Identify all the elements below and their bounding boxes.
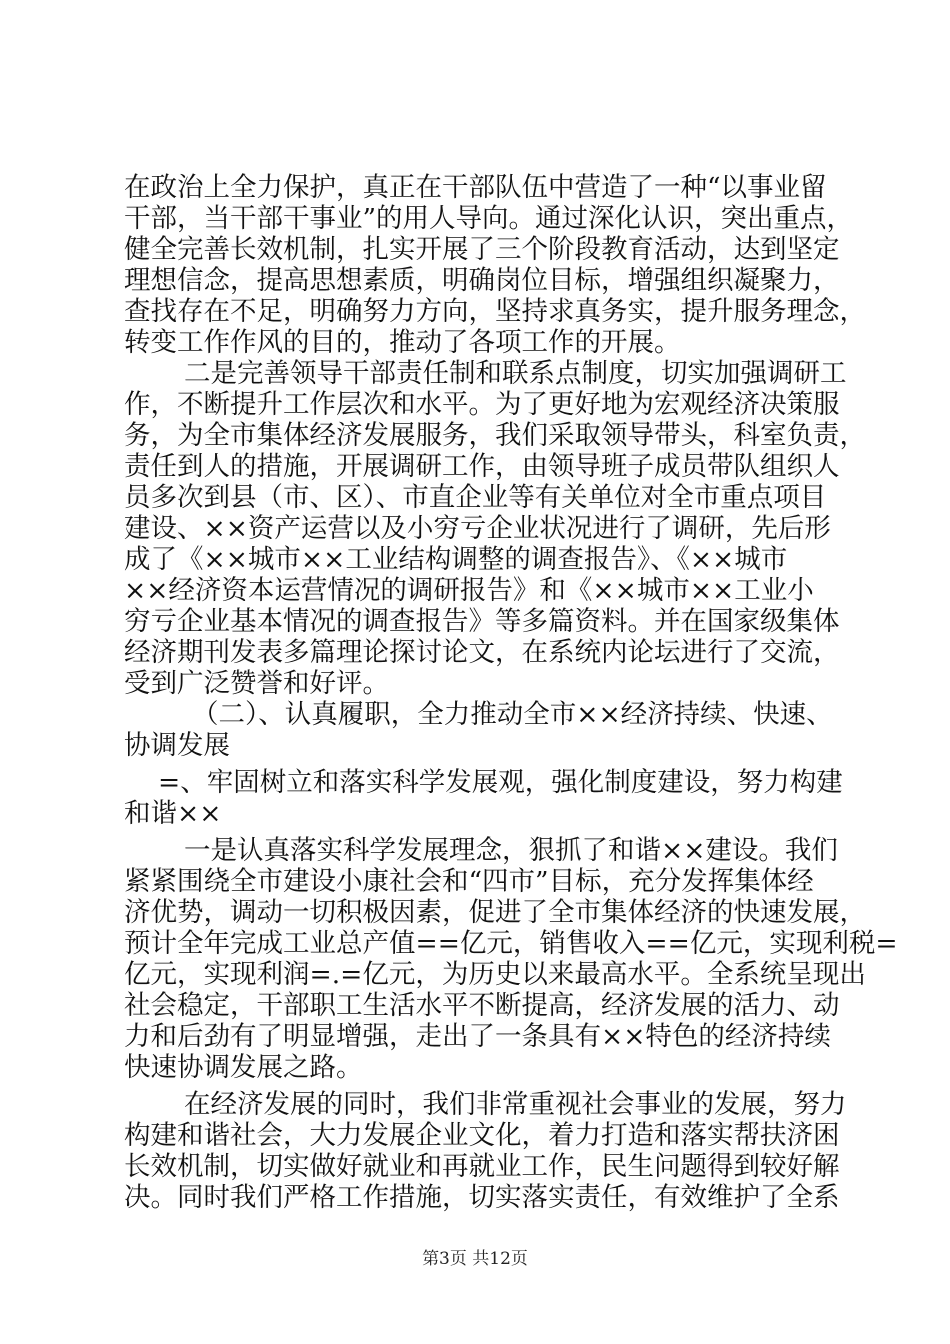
- paragraph-line: 查找存在不足，明确努力方向，坚持求真务实，提升服务理念，: [124, 296, 866, 327]
- paragraph-line: 责任到人的措施，开展调研工作，由领导班子成员带队组织人: [124, 451, 840, 482]
- paragraph-line: 建设、××资产运营以及小穷亏企业状况进行了调研，先后形: [124, 513, 831, 544]
- paragraph-line: 二是完善领导干部责任制和联系点制度，切实加强调研工: [184, 358, 847, 389]
- paragraph-line: 预计全年完成工业总产值==亿元，销售收入==亿元，实现利税=: [124, 928, 898, 959]
- paragraph-line: 决。同时我们严格工作措施，切实落实责任，有效维护了全系: [124, 1182, 840, 1213]
- paragraph-line: 健全完善长效机制，扎实开展了三个阶段教育活动，达到坚定: [124, 234, 840, 265]
- paragraph-line: 紧紧围绕全市建设小康社会和“四市”目标，充分发挥集体经: [124, 866, 814, 897]
- paragraph-line: 成了《××城市××工业结构调整的调查报告》、《××城市: [124, 544, 788, 575]
- section-heading-line: （二）、认真履职，全力推动全市××经济持续、快速、: [192, 699, 833, 730]
- paragraph-line: 务，为全市集体经济发展服务，我们采取领导带头，科室负责，: [124, 420, 866, 451]
- subsection-heading-line: 和谐××: [124, 798, 222, 829]
- paragraph-line: 干部，当干部干事业”的用人导向。通过深化认识，突出重点，: [124, 203, 854, 234]
- page-number-footer: 第3页 共12页: [422, 1249, 528, 1269]
- paragraph-line: 理想信念，提高思想素质，明确岗位目标，增强组织凝聚力，: [124, 265, 840, 296]
- paragraph-line: 社会稳定，干部职工生活水平不断提高，经济发展的活力、动: [124, 990, 840, 1021]
- paragraph-line: 经济期刊发表多篇理论探讨论文，在系统内论坛进行了交流，: [124, 637, 840, 668]
- paragraph-line: 在政治上全力保护，真正在干部队伍中营造了一种“以事业留: [124, 172, 827, 203]
- paragraph-line: 力和后劲有了明显增强，走出了一条具有××特色的经济持续: [124, 1021, 831, 1052]
- paragraph-line: ××经济资本运营情况的调研报告》和《××城市××工业小: [124, 575, 814, 606]
- paragraph-line: 快速协调发展之路。: [124, 1052, 363, 1083]
- section-heading-line: 协调发展: [124, 730, 230, 761]
- paragraph-line: 作，不断提升工作层次和水平。为了更好地为宏观经济决策服: [124, 389, 840, 420]
- paragraph-line: 一是认真落实科学发展理念，狠抓了和谐××建设。我们: [184, 835, 838, 866]
- paragraph-line: 亿元，实现利润=.=亿元，为历史以来最高水平。全系统呈现出: [124, 959, 866, 990]
- paragraph-line: 受到广泛赞誉和好评。: [124, 668, 389, 699]
- paragraph-line: 穷亏企业基本情况的调查报告》等多篇资料。并在国家级集体: [124, 606, 840, 637]
- paragraph-line: 济优势，调动一切积极因素，促进了全市集体经济的快速发展，: [124, 897, 866, 928]
- paragraph-line: 长效机制，切实做好就业和再就业工作，民生问题得到较好解: [124, 1151, 840, 1182]
- document-body: [124, 172, 898, 1213]
- paragraph-line: 转变工作作风的目的，推动了各项工作的开展。: [124, 327, 681, 358]
- paragraph-line: 构建和谐社会，大力发展企业文化，着力打造和落实帮扶济困: [124, 1120, 840, 1151]
- paragraph-line: 在经济发展的同时，我们非常重视社会事业的发展，努力: [184, 1089, 847, 1120]
- subsection-heading-line: =、牢固树立和落实科学发展观，强化制度建设，努力构建: [158, 767, 843, 798]
- paragraph-line: 员多次到县（市、区）、市直企业等有关单位对全市重点项目: [124, 482, 827, 513]
